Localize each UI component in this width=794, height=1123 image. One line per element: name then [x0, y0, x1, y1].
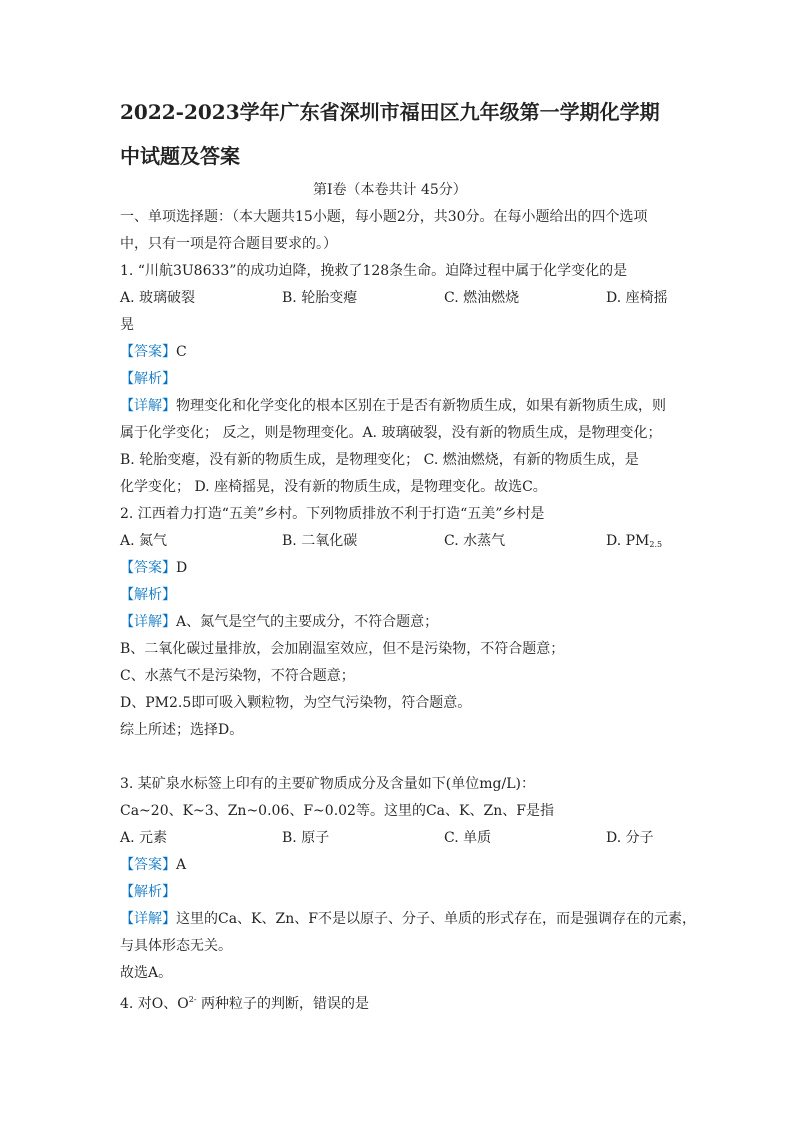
q1-option-c: C. 燃油燃烧: [444, 290, 520, 306]
title-line-1: 2022-2023学年广东省深圳市福田区九年级第一学期化学期: [120, 100, 660, 124]
detail-label: 【详解】: [120, 398, 176, 414]
q1-detail-line-4: 化学变化； D. 座椅摇晃，没有新的物质生成，是物理变化。故选C。: [120, 479, 547, 495]
q2-answer-value: D: [176, 560, 188, 576]
q2-detail-line-1: [120, 612, 438, 632]
q3-detail-line-3: 故选A。: [120, 965, 173, 981]
q4-stem: [120, 990, 369, 1014]
q2-detail-line-3: C、水蒸气不是污染物，不符合题意；: [120, 668, 355, 684]
q3-detail-line-1: [120, 909, 696, 929]
q2-detail-line-2: B、二氧化碳过量排放，会加剧温室效应，但不是污染物，不符合题意；: [120, 641, 565, 657]
title-line-2: 中试题及答案: [120, 144, 240, 168]
q1-answer-value: C: [176, 344, 187, 360]
answer-label: 【答案】: [120, 344, 176, 360]
detail-label: 【详解】: [120, 911, 176, 927]
answer-label: 【答案】: [120, 560, 176, 576]
q2-stem: 2. 江西着力打造“五美”乡村。下列物质排放不利于打造“五美”乡村是: [120, 506, 545, 522]
q3-option-c: C. 单质: [444, 830, 492, 846]
q3-option-d: D. 分子: [606, 830, 654, 846]
instructions-line-2: 中，只有一项是符合题目要求的。）: [120, 236, 337, 252]
instructions-line-1: 一、单项选择题：（本大题共15小题，每小题2分，共30分。在每小题给出的四个选项: [120, 209, 648, 225]
q2-option-b: B. 二氧化碳: [282, 533, 358, 549]
q1-detail-line-3: B. 轮胎变瘪，没有新的物质生成，是物理变化； C. 燃油燃烧，有新的物质生成，是: [120, 452, 639, 468]
q1-stem: 1. “川航3U8633”的成功迫降，挽救了128条生命。迫降过程中属于化学变化的是: [120, 263, 628, 279]
q1-option-d-wrap: 晃: [120, 317, 134, 333]
q1-analysis-label: 【解析】: [120, 371, 176, 387]
q2-option-a: A. 氮气: [120, 533, 168, 549]
q1-option-d: D. 座椅摇: [606, 290, 668, 306]
q2-detail-text-1: A、氮气是空气的主要成分，不符合题意；: [176, 614, 439, 630]
q3-answer-value: A: [176, 857, 187, 873]
q2-detail-line-4: D、PM2.5即可吸入颗粒物，为空气污染物，符合题意。: [120, 695, 472, 711]
q1-option-a: A. 玻璃破裂: [120, 290, 196, 306]
q4-stem-text-end: 两种粒子的判断，错误的是: [196, 996, 370, 1012]
q3-option-a: A. 元素: [120, 830, 168, 846]
section-header: 第Ⅰ卷（本卷共计 45分）: [313, 182, 467, 198]
q3-detail-text-1: 这里的Ca、K、Zn、F不是以原子、分子、单质的形式存在，而是强调存在的元素，: [176, 911, 696, 927]
q2-detail-line-5: 综上所述；选择D。: [120, 722, 244, 738]
q3-answer: [120, 855, 186, 875]
q4-stem-superscript: 2-: [188, 995, 197, 1004]
q3-option-b: B. 原子: [282, 830, 330, 846]
q1-detail-text-1: 物理变化和化学变化的根本区别在于是否有新物质生成，如果有新物质生成，则: [176, 398, 666, 414]
q3-analysis-label: 【解析】: [120, 884, 176, 900]
q2-analysis-label: 【解析】: [120, 587, 176, 603]
q2-answer: [120, 558, 187, 578]
q2-option-d: [606, 531, 662, 555]
answer-label: 【答案】: [120, 857, 176, 873]
q3-detail-line-2: 与具体形态无关。: [120, 938, 232, 954]
q2-option-d-subscript: 2.5: [649, 540, 663, 549]
document-title: [120, 90, 690, 178]
q2-option-c: C. 水蒸气: [444, 533, 506, 549]
q2-option-d-text: D. PM: [606, 533, 650, 549]
q1-detail-line-1: [120, 396, 666, 416]
q1-answer: [120, 342, 187, 362]
q4-stem-text: 4. 对O、O: [120, 996, 189, 1012]
detail-label: 【详解】: [120, 614, 176, 630]
q3-stem-2: Ca~20、K~3、Zn~0.06、F~0.02等。这里的Ca、K、Zn、F是指: [120, 803, 554, 819]
q3-stem: 3. 某矿泉水标签上印有的主要矿物质成分及含量如下(单位mg/L)：: [120, 776, 535, 792]
q1-detail-line-2: 属于化学变化； 反之，则是物理变化。A. 玻璃破裂，没有新的物质生成，是物理变化；: [120, 425, 662, 441]
q1-option-b: B. 轮胎变瘪: [282, 290, 358, 306]
